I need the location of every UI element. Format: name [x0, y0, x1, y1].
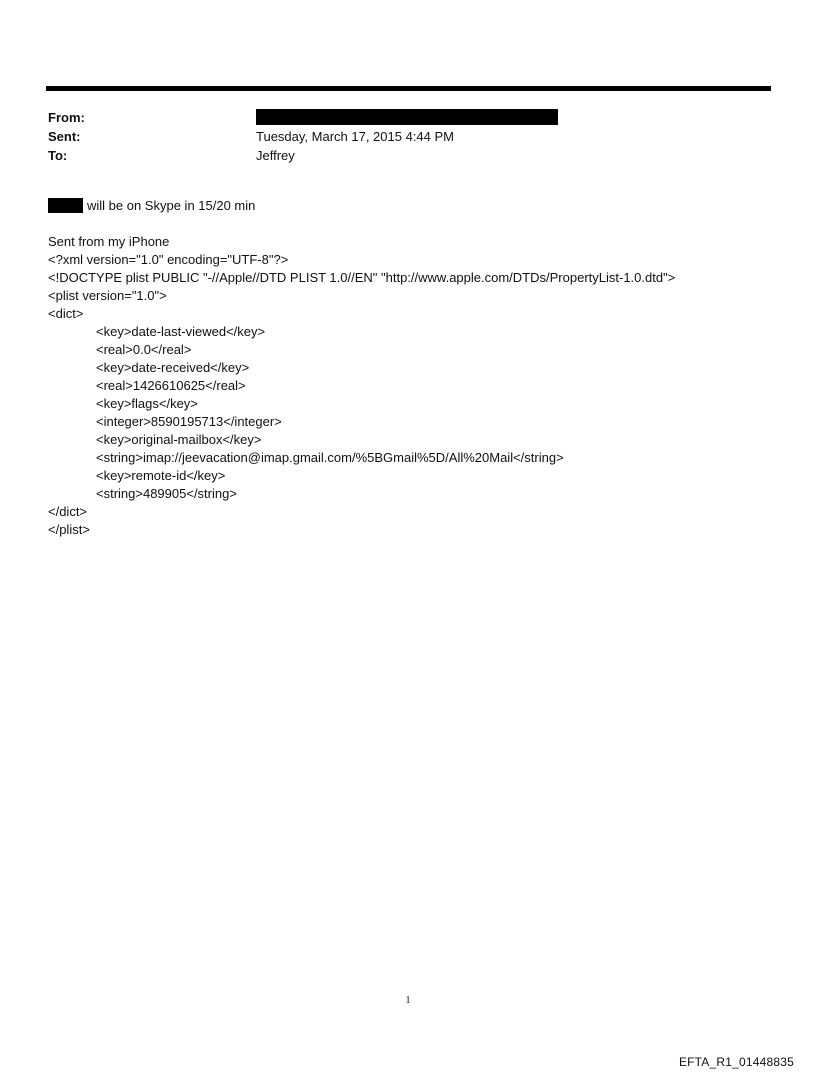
from-redaction — [256, 109, 558, 125]
xml-dict-close: </dict> — [48, 504, 88, 519]
sender-redaction — [48, 198, 83, 213]
xml-line: <key>flags</key> — [96, 396, 198, 411]
message-text: will be on Skype in 15/20 min — [87, 198, 256, 213]
message-line — [48, 197, 788, 215]
sent-row — [48, 127, 748, 146]
document-id: EFTA_R1_01448835 — [678, 1055, 794, 1069]
xml-line: <string>489905</string> — [96, 486, 237, 501]
top-divider — [46, 86, 771, 91]
from-label: From: — [48, 110, 85, 125]
xml-dict-open: <dict> — [48, 306, 84, 321]
to-value: Jeffrey — [256, 148, 295, 163]
spacer — [48, 215, 788, 233]
xml-declaration: <?xml version="1.0" encoding="UTF-8"?> — [48, 252, 289, 267]
to-label: To: — [48, 148, 68, 163]
from-row — [48, 108, 748, 127]
sent-value: Tuesday, March 17, 2015 4:44 PM — [256, 129, 454, 144]
xml-doctype: <!DOCTYPE plist PUBLIC "-//Apple//DTD PLIST 1.0//EN" "http://www.apple.com/DTDs/PropertyList-1.0.dtd"> — [48, 270, 676, 285]
xml-line: <real>1426610625</real> — [96, 378, 246, 393]
xml-line: <key>date-received</key> — [96, 360, 250, 375]
xml-line: <key>remote-id</key> — [96, 468, 226, 483]
xml-line: <key>original-mailbox</key> — [96, 432, 262, 447]
to-row — [48, 146, 748, 165]
xml-line: <real>0.0</real> — [96, 342, 192, 357]
page-number: 1 — [405, 995, 411, 1006]
sent-label: Sent: — [48, 129, 81, 144]
xml-plist-close: </plist> — [48, 522, 90, 537]
email-body — [48, 197, 788, 539]
xml-plist-open: <plist version="1.0"> — [48, 288, 167, 303]
xml-line: <integer>8590195713</integer> — [96, 414, 282, 429]
xml-line: <string>imap://jeevacation@imap.gmail.com/%5BGmail%5D/All%20Mail</string> — [96, 450, 564, 465]
signature-line: Sent from my iPhone — [48, 234, 170, 249]
xml-line: <key>date-last-viewed</key> — [96, 324, 266, 339]
email-header — [48, 108, 748, 165]
